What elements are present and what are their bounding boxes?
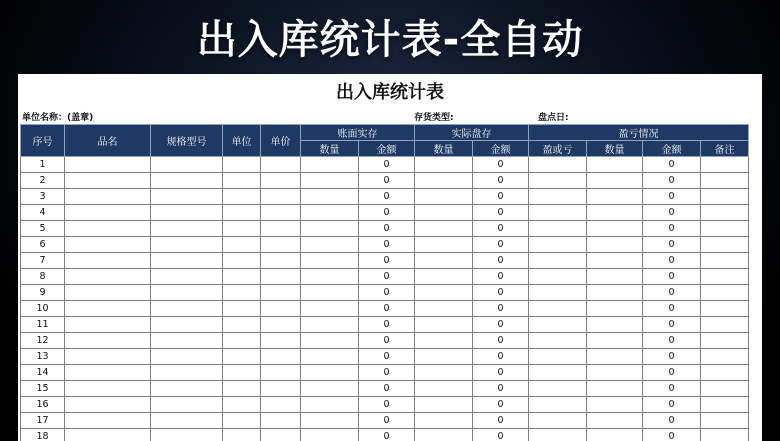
table-row <box>21 157 749 173</box>
cell-diff-amount[interactable]: 0 <box>643 317 701 333</box>
cell-remark[interactable] <box>701 189 749 205</box>
cell-diff-amount[interactable]: 0 <box>643 189 701 205</box>
cell-book-qty[interactable] <box>301 301 359 317</box>
cell-price[interactable] <box>261 189 301 205</box>
cell-book-qty[interactable] <box>301 381 359 397</box>
cell-book-amount[interactable]: 0 <box>359 429 415 441</box>
cell-unit[interactable] <box>223 157 261 173</box>
cell-remark[interactable] <box>701 221 749 237</box>
cell-seq[interactable]: 2 <box>21 173 65 189</box>
cell-actual-qty[interactable] <box>415 173 473 189</box>
cell-name[interactable] <box>65 429 151 441</box>
cell-remark[interactable] <box>701 173 749 189</box>
cell-unit[interactable] <box>223 189 261 205</box>
cell-seq[interactable]: 16 <box>21 397 65 413</box>
cell-diff-qty[interactable] <box>587 285 643 301</box>
cell-remark[interactable] <box>701 429 749 441</box>
cell-actual-amount[interactable]: 0 <box>473 301 529 317</box>
cell-diff-sign[interactable] <box>529 269 587 285</box>
cell-book-amount[interactable]: 0 <box>359 237 415 253</box>
cell-actual-amount[interactable]: 0 <box>473 413 529 429</box>
banner-title: 出入库统计表-全自动 <box>196 16 584 63</box>
col-header-seq: 序号 <box>21 125 65 157</box>
cell-unit[interactable] <box>223 365 261 381</box>
cell-spec[interactable] <box>151 285 223 301</box>
cell-diff-qty[interactable] <box>587 269 643 285</box>
cell-spec[interactable] <box>151 253 223 269</box>
col-header-diff-qty: 数量 <box>587 141 643 157</box>
cell-diff-qty[interactable] <box>587 253 643 269</box>
cell-book-qty[interactable] <box>301 269 359 285</box>
cell-remark[interactable] <box>701 301 749 317</box>
cell-diff-qty[interactable] <box>587 189 643 205</box>
cell-remark[interactable] <box>701 381 749 397</box>
cell-actual-amount[interactable]: 0 <box>473 365 529 381</box>
cell-actual-qty[interactable] <box>415 189 473 205</box>
cell-actual-amount[interactable]: 0 <box>473 221 529 237</box>
cell-book-amount[interactable]: 0 <box>359 205 415 221</box>
cell-book-qty[interactable] <box>301 221 359 237</box>
group-header-actual: 实际盘存 <box>415 125 529 141</box>
cell-actual-amount[interactable]: 0 <box>473 269 529 285</box>
cell-name[interactable] <box>65 157 151 173</box>
cell-diff-amount[interactable]: 0 <box>643 253 701 269</box>
cell-diff-amount[interactable]: 0 <box>643 349 701 365</box>
cell-diff-qty[interactable] <box>587 365 643 381</box>
cell-unit[interactable] <box>223 317 261 333</box>
cell-price[interactable] <box>261 349 301 365</box>
cell-diff-sign[interactable] <box>529 205 587 221</box>
col-header-actual-amount: 金额 <box>473 141 529 157</box>
cell-price[interactable] <box>261 365 301 381</box>
cell-remark[interactable] <box>701 413 749 429</box>
cell-name[interactable] <box>65 173 151 189</box>
cell-remark[interactable] <box>701 205 749 221</box>
cell-actual-amount[interactable]: 0 <box>473 157 529 173</box>
cell-diff-qty[interactable] <box>587 349 643 365</box>
cell-name[interactable] <box>65 237 151 253</box>
cell-unit[interactable] <box>223 237 261 253</box>
cell-name[interactable] <box>65 381 151 397</box>
cell-price[interactable] <box>261 269 301 285</box>
cell-book-qty[interactable] <box>301 205 359 221</box>
cell-actual-qty[interactable] <box>415 221 473 237</box>
table-body <box>21 157 749 441</box>
cell-unit[interactable] <box>223 205 261 221</box>
cell-diff-qty[interactable] <box>587 381 643 397</box>
cell-seq[interactable]: 5 <box>21 221 65 237</box>
cell-diff-amount[interactable]: 0 <box>643 157 701 173</box>
cell-diff-amount[interactable]: 0 <box>643 381 701 397</box>
cell-book-amount[interactable]: 0 <box>359 301 415 317</box>
inventory-table <box>20 124 749 441</box>
unit-name-label: 单位名称：(盖章) <box>22 113 94 123</box>
cell-spec[interactable] <box>151 205 223 221</box>
table-row <box>21 205 749 221</box>
col-header-unit: 单位 <box>223 125 261 157</box>
cell-seq[interactable]: 1 <box>21 157 65 173</box>
cell-remark[interactable] <box>701 317 749 333</box>
cell-actual-qty[interactable] <box>415 285 473 301</box>
cell-spec[interactable] <box>151 269 223 285</box>
cell-name[interactable] <box>65 221 151 237</box>
cell-diff-qty[interactable] <box>587 413 643 429</box>
cell-seq[interactable]: 3 <box>21 189 65 205</box>
cell-actual-amount[interactable]: 0 <box>473 173 529 189</box>
cell-name[interactable] <box>65 317 151 333</box>
cell-book-qty[interactable] <box>301 173 359 189</box>
cell-actual-qty[interactable] <box>415 333 473 349</box>
col-header-price: 单价 <box>261 125 301 157</box>
cell-spec[interactable] <box>151 221 223 237</box>
cell-actual-qty[interactable] <box>415 349 473 365</box>
cell-price[interactable] <box>261 173 301 189</box>
cell-name[interactable] <box>65 365 151 381</box>
cell-unit[interactable] <box>223 397 261 413</box>
cell-diff-qty[interactable] <box>587 429 643 441</box>
cell-diff-sign[interactable] <box>529 301 587 317</box>
cell-actual-qty[interactable] <box>415 253 473 269</box>
cell-diff-sign[interactable] <box>529 397 587 413</box>
cell-remark[interactable] <box>701 285 749 301</box>
cell-unit[interactable] <box>223 269 261 285</box>
cell-actual-amount[interactable]: 0 <box>473 381 529 397</box>
cell-seq[interactable]: 13 <box>21 349 65 365</box>
col-header-diff-sign: 盈或亏 <box>529 141 587 157</box>
cell-book-amount[interactable]: 0 <box>359 157 415 173</box>
cell-name[interactable] <box>65 205 151 221</box>
table-row <box>21 365 749 381</box>
cell-spec[interactable] <box>151 381 223 397</box>
cell-diff-sign[interactable] <box>529 173 587 189</box>
cell-actual-qty[interactable] <box>415 317 473 333</box>
cell-spec[interactable] <box>151 365 223 381</box>
cell-remark[interactable] <box>701 397 749 413</box>
cell-actual-qty[interactable] <box>415 413 473 429</box>
cell-name[interactable] <box>65 301 151 317</box>
cell-price[interactable] <box>261 237 301 253</box>
cell-price[interactable] <box>261 413 301 429</box>
group-header-diff: 盈亏情况 <box>529 125 749 141</box>
cell-diff-amount[interactable]: 0 <box>643 285 701 301</box>
cell-name[interactable] <box>65 253 151 269</box>
cell-remark[interactable] <box>701 253 749 269</box>
cell-price[interactable] <box>261 397 301 413</box>
cell-book-amount[interactable]: 0 <box>359 413 415 429</box>
cell-actual-amount[interactable]: 0 <box>473 205 529 221</box>
cell-diff-qty[interactable] <box>587 205 643 221</box>
cell-diff-amount[interactable]: 0 <box>643 173 701 189</box>
cell-actual-amount[interactable]: 0 <box>473 237 529 253</box>
meta-row <box>18 108 762 124</box>
cell-spec[interactable] <box>151 301 223 317</box>
cell-actual-amount[interactable]: 0 <box>473 189 529 205</box>
cell-unit[interactable] <box>223 429 261 441</box>
cell-spec[interactable] <box>151 237 223 253</box>
cell-spec[interactable] <box>151 397 223 413</box>
cell-spec[interactable] <box>151 157 223 173</box>
cell-remark[interactable] <box>701 349 749 365</box>
cell-book-amount[interactable]: 0 <box>359 365 415 381</box>
cell-book-amount[interactable]: 0 <box>359 285 415 301</box>
cell-book-qty[interactable] <box>301 365 359 381</box>
table-row <box>21 317 749 333</box>
cell-seq[interactable]: 7 <box>21 253 65 269</box>
cell-name[interactable] <box>65 285 151 301</box>
cell-diff-sign[interactable] <box>529 237 587 253</box>
cell-book-amount[interactable]: 0 <box>359 173 415 189</box>
cell-book-qty[interactable] <box>301 429 359 441</box>
col-header-remark: 备注 <box>701 141 749 157</box>
cell-actual-amount[interactable]: 0 <box>473 397 529 413</box>
table-row <box>21 173 749 189</box>
banner <box>0 0 780 72</box>
cell-actual-qty[interactable] <box>415 365 473 381</box>
cell-diff-sign[interactable] <box>529 349 587 365</box>
cell-remark[interactable] <box>701 333 749 349</box>
cell-price[interactable] <box>261 221 301 237</box>
cell-actual-amount[interactable]: 0 <box>473 349 529 365</box>
cell-book-qty[interactable] <box>301 317 359 333</box>
cell-book-qty[interactable] <box>301 413 359 429</box>
cell-spec[interactable] <box>151 189 223 205</box>
cell-book-amount[interactable]: 0 <box>359 189 415 205</box>
cell-name[interactable] <box>65 189 151 205</box>
col-header-name: 品名 <box>65 125 151 157</box>
cell-actual-qty[interactable] <box>415 301 473 317</box>
cell-seq[interactable]: 8 <box>21 269 65 285</box>
cell-seq[interactable]: 14 <box>21 365 65 381</box>
cell-diff-sign[interactable] <box>529 317 587 333</box>
cell-seq[interactable]: 10 <box>21 301 65 317</box>
cell-book-amount[interactable]: 0 <box>359 397 415 413</box>
table-row <box>21 429 749 441</box>
cell-seq[interactable]: 17 <box>21 413 65 429</box>
cell-diff-sign[interactable] <box>529 253 587 269</box>
cell-name[interactable] <box>65 397 151 413</box>
cell-actual-amount[interactable]: 0 <box>473 253 529 269</box>
cell-diff-amount[interactable]: 0 <box>643 397 701 413</box>
cell-book-qty[interactable] <box>301 333 359 349</box>
cell-price[interactable] <box>261 253 301 269</box>
cell-seq[interactable]: 18 <box>21 429 65 441</box>
cell-remark[interactable] <box>701 237 749 253</box>
table-row <box>21 285 749 301</box>
cell-seq[interactable]: 9 <box>21 285 65 301</box>
cell-diff-qty[interactable] <box>587 301 643 317</box>
cell-unit[interactable] <box>223 413 261 429</box>
cell-price[interactable] <box>261 205 301 221</box>
cell-remark[interactable] <box>701 269 749 285</box>
table-row <box>21 381 749 397</box>
cell-spec[interactable] <box>151 413 223 429</box>
cell-book-qty[interactable] <box>301 189 359 205</box>
col-header-book-amount: 金额 <box>359 141 415 157</box>
cell-book-amount[interactable]: 0 <box>359 333 415 349</box>
col-header-book-qty: 数量 <box>301 141 359 157</box>
cell-book-qty[interactable] <box>301 285 359 301</box>
group-header-book: 账面实存 <box>301 125 415 141</box>
cell-actual-qty[interactable] <box>415 397 473 413</box>
table-row <box>21 221 749 237</box>
cell-price[interactable] <box>261 333 301 349</box>
table-row <box>21 413 749 429</box>
col-header-diff-amount: 金额 <box>643 141 701 157</box>
cell-diff-qty[interactable] <box>587 237 643 253</box>
cell-diff-sign[interactable] <box>529 285 587 301</box>
table-row <box>21 269 749 285</box>
cell-price[interactable] <box>261 301 301 317</box>
cell-name[interactable] <box>65 333 151 349</box>
cell-price[interactable] <box>261 157 301 173</box>
cell-diff-qty[interactable] <box>587 157 643 173</box>
cell-diff-amount[interactable]: 0 <box>643 301 701 317</box>
cell-diff-qty[interactable] <box>587 317 643 333</box>
cell-diff-amount[interactable]: 0 <box>643 221 701 237</box>
cell-seq[interactable]: 11 <box>21 317 65 333</box>
cell-unit[interactable] <box>223 349 261 365</box>
cell-diff-sign[interactable] <box>529 189 587 205</box>
cell-diff-amount[interactable]: 0 <box>643 413 701 429</box>
cell-diff-sign[interactable] <box>529 221 587 237</box>
cell-unit[interactable] <box>223 301 261 317</box>
cell-seq[interactable]: 15 <box>21 381 65 397</box>
cell-price[interactable] <box>261 285 301 301</box>
cell-book-qty[interactable] <box>301 349 359 365</box>
table-row <box>21 397 749 413</box>
col-header-actual-qty: 数量 <box>415 141 473 157</box>
cell-diff-sign[interactable] <box>529 381 587 397</box>
cell-book-amount[interactable]: 0 <box>359 349 415 365</box>
cell-actual-qty[interactable] <box>415 157 473 173</box>
table-row <box>21 301 749 317</box>
cell-actual-qty[interactable] <box>415 429 473 441</box>
stock-type-label: 存货类型: <box>414 113 454 123</box>
cell-diff-sign[interactable] <box>529 429 587 441</box>
table-row <box>21 333 749 349</box>
cell-remark[interactable] <box>701 157 749 173</box>
table-row <box>21 237 749 253</box>
cell-remark[interactable] <box>701 365 749 381</box>
cell-unit[interactable] <box>223 285 261 301</box>
cell-actual-qty[interactable] <box>415 237 473 253</box>
cell-diff-amount[interactable]: 0 <box>643 333 701 349</box>
cell-diff-sign[interactable] <box>529 413 587 429</box>
cell-diff-qty[interactable] <box>587 397 643 413</box>
check-date-label: 盘点日: <box>538 113 569 123</box>
cell-actual-amount[interactable]: 0 <box>473 285 529 301</box>
cell-unit[interactable] <box>223 173 261 189</box>
cell-book-qty[interactable] <box>301 253 359 269</box>
cell-diff-qty[interactable] <box>587 333 643 349</box>
cell-book-qty[interactable] <box>301 157 359 173</box>
cell-book-amount[interactable]: 0 <box>359 221 415 237</box>
cell-spec[interactable] <box>151 317 223 333</box>
cell-price[interactable] <box>261 381 301 397</box>
table-row <box>21 253 749 269</box>
cell-actual-qty[interactable] <box>415 381 473 397</box>
table-row <box>21 189 749 205</box>
cell-spec[interactable] <box>151 333 223 349</box>
cell-spec[interactable] <box>151 429 223 441</box>
cell-book-amount[interactable]: 0 <box>359 317 415 333</box>
cell-name[interactable] <box>65 413 151 429</box>
cell-diff-amount[interactable]: 0 <box>643 365 701 381</box>
sheet-title: 出入库统计表 <box>336 82 444 103</box>
cell-actual-qty[interactable] <box>415 269 473 285</box>
cell-name[interactable] <box>65 349 151 365</box>
cell-unit[interactable] <box>223 253 261 269</box>
cell-actual-amount[interactable]: 0 <box>473 317 529 333</box>
cell-price[interactable] <box>261 429 301 441</box>
cell-book-qty[interactable] <box>301 237 359 253</box>
cell-diff-amount[interactable]: 0 <box>643 205 701 221</box>
cell-seq[interactable]: 6 <box>21 237 65 253</box>
cell-diff-sign[interactable] <box>529 333 587 349</box>
cell-diff-qty[interactable] <box>587 173 643 189</box>
cell-diff-amount[interactable]: 0 <box>643 429 701 441</box>
spreadsheet-sheet <box>18 74 762 441</box>
cell-book-amount[interactable]: 0 <box>359 253 415 269</box>
cell-spec[interactable] <box>151 349 223 365</box>
cell-diff-qty[interactable] <box>587 221 643 237</box>
cell-unit[interactable] <box>223 333 261 349</box>
cell-diff-amount[interactable]: 0 <box>643 237 701 253</box>
col-header-spec: 规格型号 <box>151 125 223 157</box>
cell-diff-amount[interactable]: 0 <box>643 269 701 285</box>
cell-book-amount[interactable]: 0 <box>359 269 415 285</box>
cell-spec[interactable] <box>151 173 223 189</box>
cell-unit[interactable] <box>223 221 261 237</box>
cell-price[interactable] <box>261 317 301 333</box>
cell-name[interactable] <box>65 269 151 285</box>
cell-book-amount[interactable]: 0 <box>359 381 415 397</box>
cell-seq[interactable]: 4 <box>21 205 65 221</box>
cell-seq[interactable]: 12 <box>21 333 65 349</box>
table-row <box>21 349 749 365</box>
cell-diff-sign[interactable] <box>529 365 587 381</box>
cell-book-qty[interactable] <box>301 397 359 413</box>
cell-unit[interactable] <box>223 381 261 397</box>
cell-actual-amount[interactable]: 0 <box>473 429 529 441</box>
cell-diff-sign[interactable] <box>529 157 587 173</box>
cell-actual-qty[interactable] <box>415 205 473 221</box>
cell-actual-amount[interactable]: 0 <box>473 333 529 349</box>
